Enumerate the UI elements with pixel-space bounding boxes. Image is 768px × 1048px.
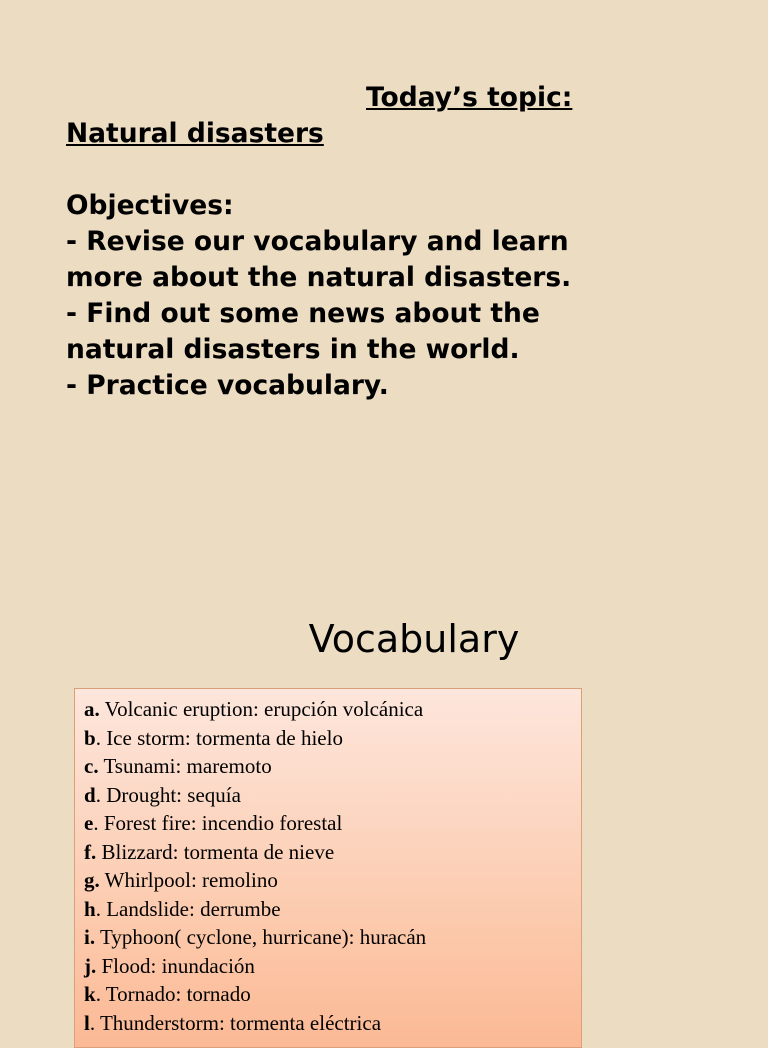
item-letter: e: [84, 811, 94, 835]
vocabulary-item: [84, 752, 581, 781]
item-letter: h: [84, 896, 96, 921]
item-text: . Thunderstorm: tormenta eléctrica: [89, 1010, 382, 1035]
objective-line: - Find out some news about the: [66, 298, 540, 329]
vocabulary-title: Vocabulary: [308, 617, 520, 661]
item-text: . Drought: sequía: [95, 782, 241, 807]
item-letter: f.: [84, 839, 97, 864]
vocabulary-item: [84, 695, 581, 724]
item-letter: j.: [84, 953, 97, 978]
item-text: . Landslide: derrumbe: [95, 896, 281, 921]
item-letter: l: [84, 1010, 90, 1035]
item-text: Typhoon( cyclone, hurricane): huracán: [95, 925, 427, 949]
objectives-heading: Objectives:: [66, 190, 234, 221]
item-letter: b: [84, 725, 96, 750]
vocabulary-item: [84, 866, 581, 895]
vocabulary-item: [84, 895, 581, 924]
vocabulary-item: [84, 952, 581, 981]
item-text: . Tornado: tornado: [95, 982, 251, 1006]
item-letter: c.: [84, 754, 99, 778]
vocabulary-item: [84, 809, 581, 838]
item-text: Volcanic eruption: erupción volcánica: [99, 697, 424, 721]
spacer: [66, 152, 706, 188]
vocabulary-item: [84, 838, 581, 867]
vocabulary-item: [84, 781, 581, 810]
item-text: . Ice storm: tormenta de hielo: [95, 725, 343, 750]
vocabulary-item: [84, 724, 581, 753]
item-letter: a.: [84, 697, 100, 721]
vocabulary-box: [74, 688, 582, 1048]
vocabulary-item: [84, 923, 581, 952]
vocabulary-list: [84, 695, 581, 1037]
topic-label: Today’s topic:: [366, 82, 573, 113]
item-text: Tsunami: maremoto: [98, 754, 272, 778]
item-text: Blizzard: tormenta de nieve: [96, 839, 335, 864]
topic-title: Natural disasters: [66, 118, 324, 149]
item-text: . Forest fire: incendio forestal: [93, 811, 343, 835]
item-letter: i.: [84, 925, 96, 949]
objective-line: - Practice vocabulary.: [66, 370, 389, 401]
objective-line: more about the natural disasters.: [66, 262, 572, 293]
objectives-slide: [66, 80, 706, 404]
objective-line: natural disasters in the world.: [66, 334, 520, 365]
vocabulary-item: [84, 1009, 581, 1038]
vocabulary-item: [84, 980, 581, 1009]
item-text: Flood: inundación: [96, 953, 255, 978]
item-letter: g.: [84, 868, 100, 892]
item-letter: d: [84, 782, 96, 807]
item-letter: k: [84, 982, 96, 1006]
item-text: Whirlpool: remolino: [99, 868, 278, 892]
objective-line: - Revise our vocabulary and learn: [66, 226, 569, 257]
